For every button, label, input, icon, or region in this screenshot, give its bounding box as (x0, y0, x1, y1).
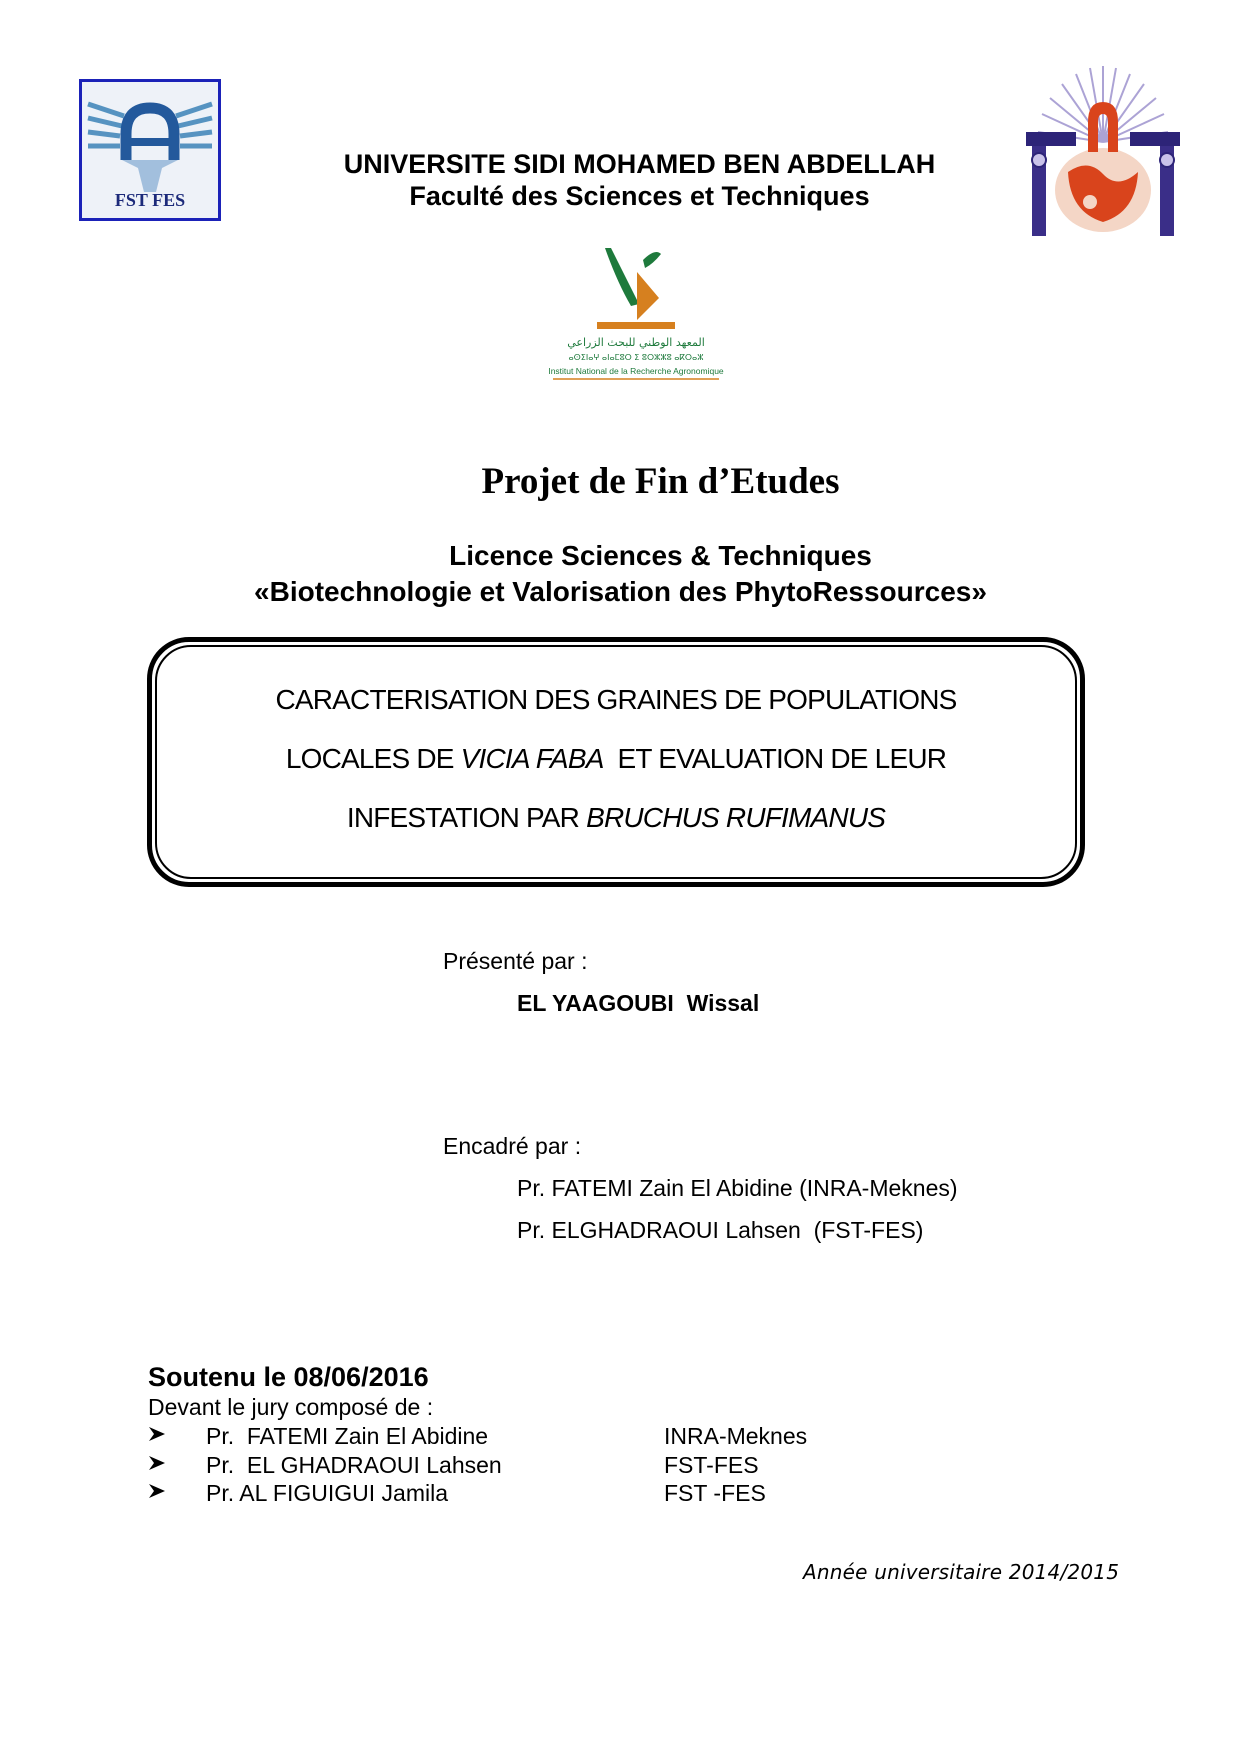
species-vicia-faba: VICIA FABA (460, 743, 604, 774)
thesis-title-line-2 (152, 729, 1080, 788)
thesis-title-line-2-prefix: LOCALES DE (285, 743, 461, 774)
university-header (0, 148, 1241, 212)
svg-text:ⴰⵙⵉⵏⴰⵖ ⴰⵏⴰⵎⵓⵔ ⵉ ⵓⵔⵣⵣⵓ ⴰⴽⵔⴰⵣ: ⴰⵙⵉⵏⴰⵖ ⴰⵏⴰⵎⵓⵔ ⵉ ⵓⵔⵣⵣⵓ ⴰⴽⵔⴰⵣ (568, 353, 704, 362)
student-name: EL YAAGOUBI Wissal (517, 990, 760, 1016)
supervisor-1: Pr. FATEMI Zain El Abidine (INRA-Meknes) (517, 1175, 958, 1201)
supervisor-2: Pr. ELGHADRAOUI Lahsen (FST-FES) (517, 1217, 924, 1243)
academic-year: Année universitaire 2014/2015 (803, 1560, 1120, 1584)
jury-member-name: Pr. AL FIGUIGUI Jamila (206, 1480, 448, 1506)
specialty-name: «Biotechnologie et Valorisation des PhytoRessources» (254, 576, 987, 607)
thesis-title-line-3 (152, 788, 1080, 847)
jury-member (148, 1423, 1048, 1451)
thesis-title-box (147, 637, 1085, 887)
jury-intro: Devant le jury composé de : (148, 1394, 434, 1420)
jury-member-name: Pr. FATEMI Zain El Abidine (206, 1423, 489, 1449)
inra-logo-icon (545, 242, 725, 390)
supervised-by-label: Encadré par : (443, 1133, 582, 1159)
thesis-title (152, 670, 1080, 847)
faculty-name: Faculté des Sciences et Techniques (409, 181, 870, 211)
program-name: Licence Sciences & Techniques (449, 540, 872, 571)
program-block (0, 538, 1241, 610)
university-name: UNIVERSITE SIDI MOHAMED BEN ABDELLAH (343, 149, 936, 179)
jury-member-institution: INRA-Meknes (664, 1423, 808, 1449)
thesis-title-line-2-suffix: ET EVALUATION DE LEUR (603, 743, 947, 774)
svg-text:FST FES: FST FES (114, 190, 186, 210)
jury-member (148, 1480, 1048, 1508)
arrowhead-bullet-icon (148, 1454, 166, 1472)
presented-by-label: Présenté par : (443, 948, 588, 974)
thesis-title-line-3-prefix: INFESTATION PAR (346, 802, 587, 833)
defense-date: Soutenu le 08/06/2016 (148, 1362, 429, 1392)
species-bruchus-rufimanus: BRUCHUS RUFIMANUS (586, 802, 886, 833)
thesis-title-line-1: CARACTERISATION DES GRAINES DE POPULATIONS (275, 684, 957, 715)
jury-member-institution: FST -FES (664, 1480, 766, 1506)
jury-member (148, 1452, 1048, 1480)
jury-member-institution: FST-FES (664, 1452, 759, 1478)
svg-text:المعهد الوطني للبحث الزراعي: المعهد الوطني للبحث الزراعي (567, 336, 705, 349)
document-type-title: Projet de Fin d’Etudes (481, 461, 840, 502)
svg-text:Institut National de la Recher: Institut National de la Recherche Agronomique (548, 366, 724, 376)
arrowhead-bullet-icon (148, 1425, 166, 1443)
jury-member-name: Pr. EL GHADRAOUI Lahsen (206, 1452, 502, 1478)
arrowhead-bullet-icon (148, 1482, 166, 1500)
